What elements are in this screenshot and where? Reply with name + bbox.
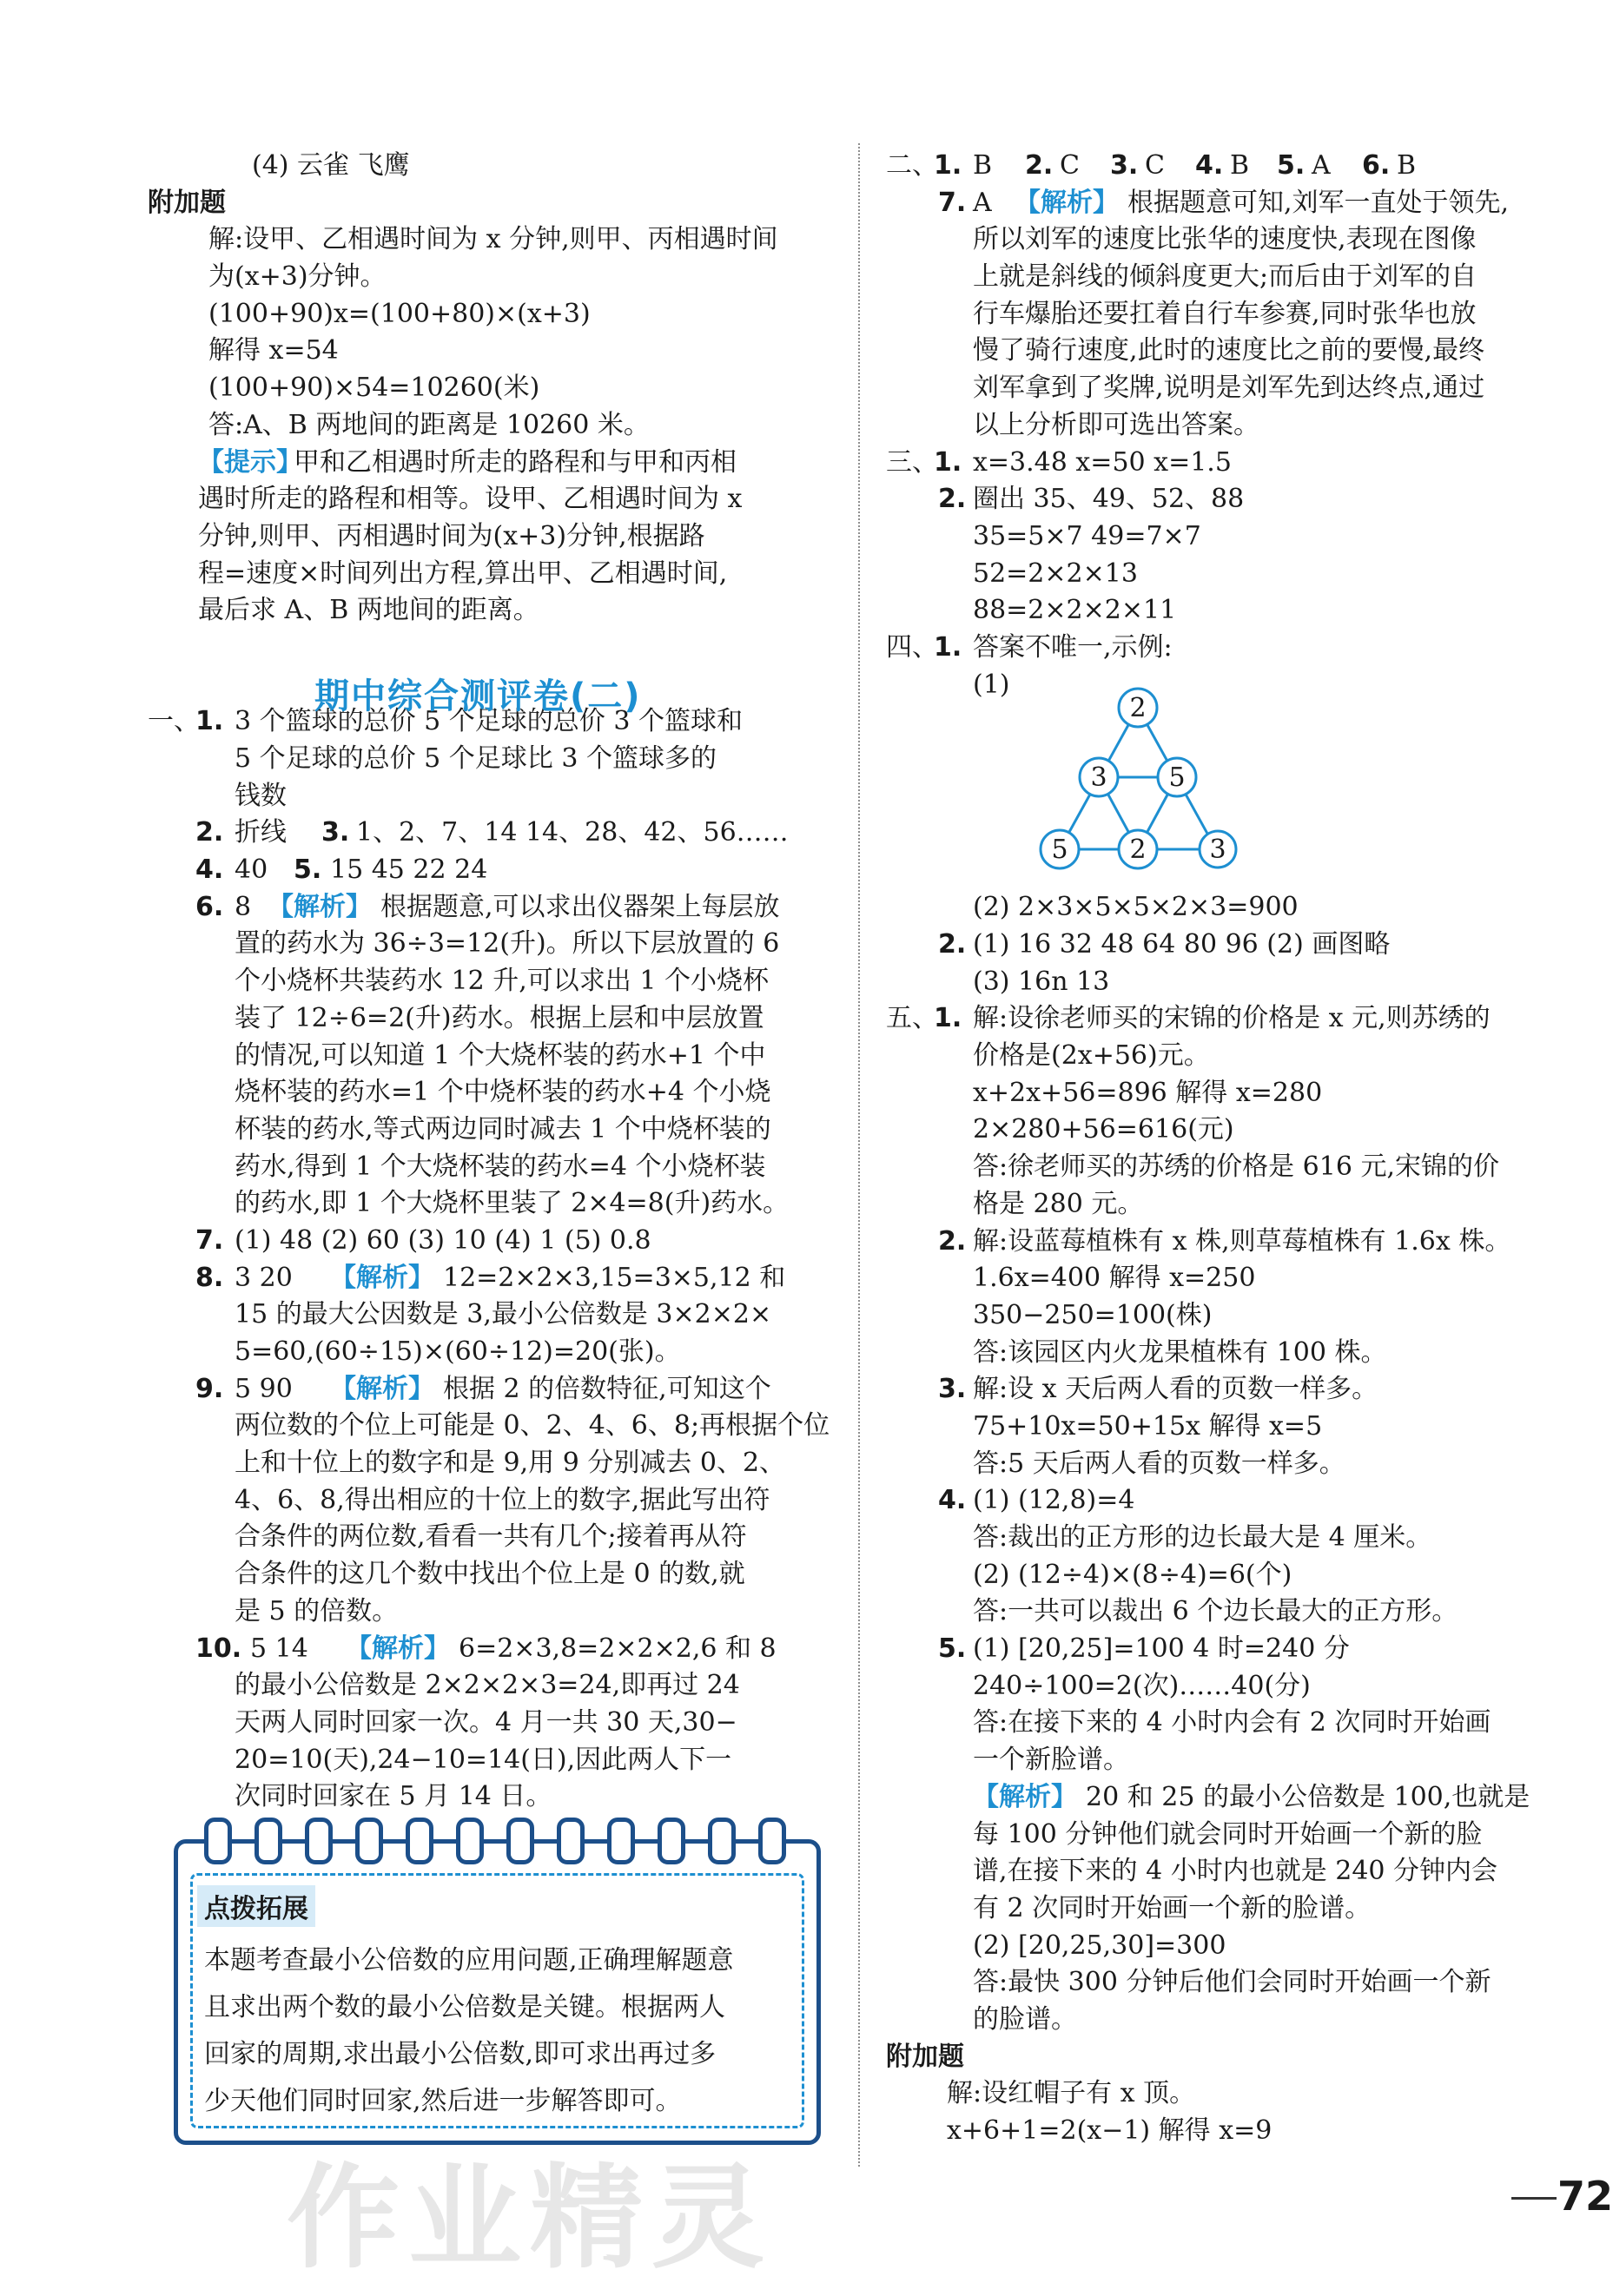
text-line [886, 1817, 1572, 1854]
notebook-ring [658, 1818, 685, 1864]
item-number: 7. [195, 1224, 224, 1256]
line-text: 8 [235, 891, 252, 922]
text-line [148, 1371, 834, 1409]
line-text: (2) (12÷4)×(8÷4)=6(个) [973, 1559, 1292, 1590]
item-number: 4. [195, 854, 224, 886]
line-text: 甲和乙相遇时所走的路程和与甲和丙相 [294, 446, 737, 478]
notebook-ring [607, 1818, 635, 1864]
page-number-rule [1511, 2197, 1557, 2200]
text-line [886, 370, 1572, 407]
text-line [886, 259, 1572, 296]
line-text: 五、 [886, 1003, 938, 1034]
text-line [886, 518, 1572, 556]
line-text: 上就是斜线的倾斜度更大;而后由于刘军的自 [973, 261, 1477, 293]
text-line [148, 221, 834, 259]
notebook-ring [305, 1818, 333, 1864]
line-text: 答:一共可以裁出 6 个边长最大的正方形。 [973, 1596, 1458, 1627]
item-number: 6. [1362, 150, 1391, 181]
line-text: 烧杯装的药水=1 个中烧杯装的药水+4 个小烧 [235, 1077, 771, 1108]
line-text: A [1312, 150, 1331, 181]
text-line [148, 148, 834, 185]
text-line [148, 1667, 834, 1705]
section-title: 期中综合测评卷(二) [314, 676, 642, 716]
notebook-ring [708, 1818, 736, 1864]
text-line [886, 1075, 1572, 1112]
text-line [886, 1149, 1572, 1186]
item-number: 1. [934, 446, 962, 478]
text-line [148, 333, 834, 370]
notebook-ring [204, 1818, 232, 1864]
item-number: 5. [1277, 150, 1306, 181]
line-text: 一个新脸谱。 [973, 1745, 1129, 1776]
line-text: 每 100 分钟他们就会同时开始画一个新的脸 [973, 1818, 1483, 1850]
line-text: (1) (12,8)=4 [973, 1485, 1135, 1516]
line-text: 所以刘军的速度比张华的速度快,表现在图像 [973, 224, 1477, 255]
line-text: 分钟,则甲、丙相遇时间为(x+3)分钟,根据路 [198, 520, 705, 551]
text-line [886, 1482, 1572, 1520]
text-line [886, 1890, 1572, 1928]
text-line [148, 1778, 834, 1816]
text-line [886, 1186, 1572, 1224]
line-text: 天两人同时回家一次。4 月一共 30 天,30− [235, 1706, 737, 1738]
tips-box [174, 1839, 821, 2145]
line-text: (3) 16n 13 [973, 966, 1110, 997]
line-text: (100+90)×54=10260(米) [208, 373, 540, 404]
line-text: 答:该园区内火龙果植株有 100 株。 [973, 1336, 1387, 1368]
item-number: 2. [938, 929, 967, 960]
item-number: 2. [938, 484, 967, 515]
right-column [886, 148, 1572, 2150]
tips-text [204, 1937, 734, 2125]
page-number: 72 [1557, 2173, 1613, 2220]
line-text: (2) [20,25,30]=300 [973, 1930, 1226, 1961]
line-text: 钱数 [235, 780, 287, 811]
line-text: 答:在接下来的 4 小时内会有 2 次同时开始画 [973, 1707, 1491, 1738]
text-line [886, 592, 1572, 630]
text-line [886, 2039, 1572, 2076]
text-line [886, 927, 1572, 964]
line-text: 答:最快 300 分钟后他们会同时开始画一个新 [973, 1967, 1491, 1998]
text-line [886, 667, 1572, 704]
line-text: 根据题意,可以求出仪器架上每层放 [380, 891, 780, 922]
text-line [148, 963, 834, 1000]
line-text: 2×280+56=616(元) [973, 1114, 1234, 1145]
line-text: (1) 48 (2) 60 (3) 10 (4) 1 (5) 0.8 [235, 1224, 651, 1256]
text-line [148, 296, 834, 333]
item-number: 2. [938, 1225, 967, 1257]
tips-line: 少天他们同时回家,然后进一步解答即可。 [204, 2086, 682, 2116]
line-text: 解得 x=54 [208, 335, 339, 366]
line-text: 75+10x=50+15x 解得 x=5 [973, 1410, 1323, 1442]
line-text: x=3.48 x=50 x=1.5 [973, 446, 1232, 478]
text-line [886, 2075, 1572, 2113]
annotation-tag: 【提示】 [198, 446, 302, 478]
line-text: 答案不唯一,示例: [973, 631, 1173, 663]
node-bot-mid-label: 2 [1129, 835, 1147, 865]
text-line [148, 852, 834, 889]
item-number: 1. [934, 1003, 962, 1034]
text-line [886, 333, 1572, 370]
node-mid-right-label: 5 [1168, 762, 1186, 793]
text-line [886, 1705, 1572, 1742]
line-text: 答:5 天后两人看的页数一样多。 [973, 1448, 1345, 1479]
line-text: 解:设甲、乙相遇时间为 x 分钟,则甲、丙相遇时间 [208, 224, 778, 255]
item-number: 附加题 [886, 2041, 964, 2072]
line-text: x+2x+56=896 解得 x=280 [973, 1077, 1323, 1108]
text-line [148, 741, 834, 778]
line-text: 350−250=100(株) [973, 1299, 1213, 1330]
text-line [886, 1557, 1572, 1594]
text-line [148, 1556, 834, 1593]
line-text: 行车爆胎还要扛着自行车参赛,同时张华也放 [973, 298, 1477, 329]
text-line [148, 592, 834, 630]
text-line [148, 259, 834, 296]
item-number: 8. [195, 1262, 224, 1293]
line-text: 40 [235, 854, 268, 886]
text-line [886, 2002, 1572, 2039]
text-line [886, 1779, 1572, 1817]
text-line [148, 1149, 834, 1186]
text-line [886, 2113, 1572, 2150]
annotation-tag: 【解析】 [268, 891, 372, 922]
line-text: 程=速度×时间列出方程,算出甲、乙相遇时间, [198, 558, 728, 589]
text-line [886, 1260, 1572, 1297]
text-line [886, 221, 1572, 259]
text-line [148, 1185, 834, 1223]
line-text: 价格是(2x+56)元。 [973, 1040, 1210, 1072]
text-line [148, 1408, 834, 1445]
text-line [148, 1000, 834, 1038]
item-number: 2. [195, 817, 224, 848]
line-text: 折线 [235, 817, 287, 848]
node-top-label: 2 [1129, 693, 1147, 723]
item-number: 3. [938, 1374, 967, 1405]
diagram-node-right [1197, 829, 1239, 871]
line-text: 4、6、8,得出相应的十位上的数字,据此写出符 [235, 1484, 770, 1515]
text-line [886, 1000, 1572, 1038]
right-block-b [886, 889, 1572, 2149]
line-text: 四、 [886, 631, 938, 663]
line-text: B [1397, 150, 1417, 181]
line-text: 以上分析即可选出答案。 [973, 409, 1259, 440]
node-bot-right-label: 3 [1209, 835, 1226, 865]
line-text: 置的药水为 36÷3=12(升)。所以下层放置的 6 [235, 928, 780, 960]
text-line [886, 964, 1572, 1001]
line-text: 合条件的这几个数中找出个位上是 0 的数,就 [235, 1559, 745, 1590]
text-line [148, 778, 834, 815]
text-line [148, 815, 834, 852]
line-text: 圈出 35、49、52、88 [973, 484, 1245, 515]
watermark: 作业精灵 [287, 2152, 774, 2284]
text-line [148, 1296, 834, 1334]
node-mid-left-label: 3 [1090, 762, 1107, 793]
line-text: 5 90 [235, 1373, 293, 1404]
annotation-tag: 【解析】 [346, 1633, 450, 1664]
line-text: A [973, 187, 992, 218]
line-text: 根据题意可知,刘军一直处于领先, [1127, 187, 1510, 218]
line-text: 药水,得到 1 个大烧杯装的药水=4 个小烧杯装 [235, 1151, 766, 1182]
text-line [148, 1482, 834, 1520]
text-line [886, 481, 1572, 518]
notebook-ring [406, 1818, 433, 1864]
text-line [886, 1742, 1572, 1779]
line-text: 上和十位上的数字和是 9,用 9 分别减去 0、2、 [235, 1448, 786, 1479]
line-text: 解:设蓝莓植株有 x 株,则草莓植株有 1.6x 株。 [973, 1225, 1511, 1257]
item-number: 5. [294, 854, 322, 886]
line-text: 答:徐老师买的苏绣的价格是 616 元,宋锦的价 [973, 1151, 1499, 1183]
line-text: 35=5×7 49=7×7 [973, 520, 1201, 551]
item-number: 3. [1110, 150, 1139, 181]
line-text: 20=10(天),24−10=14(日),因此两人下一 [235, 1744, 732, 1775]
tips-heading: 点拨拓展 [197, 1885, 315, 1927]
text-line [886, 556, 1572, 593]
line-text: C [1060, 150, 1080, 181]
text-line [148, 518, 834, 556]
text-line [886, 1335, 1572, 1372]
line-text: 是 5 的倍数。 [235, 1595, 399, 1626]
notebook-ring [557, 1818, 585, 1864]
line-text: 解:设红帽子有 x 顶。 [947, 2078, 1196, 2109]
line-text: B [973, 150, 993, 181]
line-text: 为(x+3)分钟。 [208, 261, 387, 293]
text-line [148, 1038, 834, 1075]
text-line [886, 1964, 1572, 2002]
line-text: 1.6x=400 解得 x=250 [973, 1263, 1256, 1294]
line-text: 谱,在接下来的 4 小时内也就是 240 分钟内会 [973, 1856, 1498, 1887]
line-text: (1) 16 32 48 64 80 96 (2) 画图略 [973, 929, 1391, 960]
line-text: 二、 [886, 150, 938, 181]
line-text: 的最小公倍数是 2×2×2×3=24,即再过 24 [235, 1670, 740, 1701]
annotation-tag: 【解析】 [973, 1781, 1077, 1812]
text-line [148, 1519, 834, 1556]
text-line [148, 445, 834, 482]
line-text: 的情况,可以知道 1 个大烧杯装的药水+1 个中 [235, 1039, 766, 1071]
line-text: 最后求 A、B 两地间的距离。 [198, 595, 539, 626]
text-line [148, 630, 834, 667]
line-text: 3 个篮球的总价 5 个足球的总价 3 个篮球和 [235, 706, 743, 737]
line-text: 一、 [148, 706, 200, 737]
text-line [886, 445, 1572, 482]
right-block-a [886, 148, 1572, 703]
line-text: B [1230, 150, 1250, 181]
line-text: 有 2 次同时开始画一个新的脸谱。 [973, 1892, 1372, 1923]
line-text: 根据 2 的倍数特征,可知这个 [443, 1373, 771, 1404]
line-text: 3 20 [235, 1262, 293, 1293]
text-line [886, 1928, 1572, 1965]
item-number: 9. [195, 1373, 224, 1404]
text-line [886, 1038, 1572, 1075]
item-number: 1. [934, 150, 962, 181]
line-text: 次同时回家在 5 月 14 日。 [235, 1781, 552, 1812]
line-text: (100+90)x=(100+80)×(x+3) [208, 298, 591, 329]
notebook-ring [355, 1818, 383, 1864]
text-line [886, 1409, 1572, 1446]
text-line [886, 1853, 1572, 1890]
text-line [148, 1112, 834, 1149]
line-text: 20 和 25 的最小公倍数是 100,也就是 [1086, 1781, 1530, 1812]
line-text: 15 45 22 24 [330, 854, 488, 886]
text-line [148, 556, 834, 593]
text-line [886, 1446, 1572, 1483]
line-text: 三、 [886, 446, 938, 478]
text-line [148, 926, 834, 963]
line-text: 两位数的个位上可能是 0、2、4、6、8;再根据个位 [235, 1410, 830, 1442]
text-line [886, 1631, 1572, 1668]
line-text: 6=2×3,8=2×2×2,6 和 8 [459, 1633, 777, 1664]
text-line [886, 1297, 1572, 1335]
tips-line: 且求出两个数的最小公倍数是关键。根据两人 [204, 1992, 725, 2022]
line-text: 遇时所走的路程和相等。设甲、乙相遇时间为 x [198, 484, 743, 515]
text-line [886, 630, 1572, 667]
notebook-ring [255, 1818, 282, 1864]
line-text: 慢了骑行速度,此时的速度比之前的要慢,最终 [973, 335, 1485, 366]
notebook-ring [456, 1818, 484, 1864]
text-line [148, 1631, 834, 1668]
line-text: 个小烧杯共装药水 12 升,可以求出 1 个小烧杯 [235, 966, 769, 997]
text-line [886, 407, 1572, 445]
annotation-tag: 【解析】 [1015, 187, 1119, 218]
line-text: 答:A、B 两地间的距离是 10260 米。 [208, 409, 650, 440]
text-line [148, 1074, 834, 1112]
text-line [148, 1223, 834, 1260]
line-text: 解:设徐老师买的宋锦的价格是 x 元,则苏绣的 [973, 1003, 1491, 1034]
line-text: 5 14 [250, 1633, 308, 1664]
line-text: 的药水,即 1 个大烧杯里装了 2×4=8(升)药水。 [235, 1188, 790, 1219]
line-text: 答:裁出的正方形的边长最大是 4 厘米。 [973, 1522, 1432, 1553]
text-line [886, 1668, 1572, 1706]
text-line [148, 889, 834, 927]
line-text: (1) [20,25]=100 4 时=240 分 [973, 1633, 1350, 1665]
line-text: 刘军拿到了奖牌,说明是刘军先到达终点,通过 [973, 373, 1485, 404]
text-line [148, 370, 834, 407]
item-number: 4. [1195, 150, 1224, 181]
text-line [148, 1260, 834, 1297]
text-line [886, 296, 1572, 333]
line-text: 15 的最大公因数是 3,最小公倍数是 3×2×2× [235, 1299, 772, 1330]
text-line [148, 1593, 834, 1631]
line-text: (1) [973, 669, 1010, 700]
text-line [148, 1705, 834, 1742]
item-number: 3. [321, 817, 350, 848]
text-line [886, 1593, 1572, 1631]
column-divider [858, 143, 860, 2167]
line-text: x+6+1=2(x−1) 解得 x=9 [947, 2115, 1273, 2146]
item-number: 附加题 [148, 187, 226, 218]
text-line [886, 1520, 1572, 1557]
item-number: 5. [938, 1633, 967, 1665]
left-column [148, 148, 834, 1816]
text-line [148, 407, 834, 445]
line-text: 1、2、7、14 14、28、42、56…… [356, 817, 789, 848]
line-text: 88=2×2×2×11 [973, 595, 1177, 626]
notebook-ring [758, 1818, 786, 1864]
item-number: 6. [195, 891, 224, 922]
annotation-tag: 【解析】 [330, 1262, 434, 1293]
tips-line: 回家的周期,求出最小公倍数,即可求出再过多 [204, 2039, 717, 2069]
notebook-ring [506, 1818, 534, 1864]
line-text: 合条件的两位数,看看一共有几个;接着再从符 [235, 1521, 747, 1553]
annotation-tag: 【解析】 [330, 1373, 434, 1404]
text-line [148, 481, 834, 518]
item-number: 1. [934, 631, 962, 663]
item-number: 4. [938, 1485, 967, 1516]
text-line [148, 1742, 834, 1779]
text-line [886, 1224, 1572, 1261]
text-line [148, 1445, 834, 1482]
line-text: C [1145, 150, 1165, 181]
text-line [148, 1334, 834, 1371]
item-number: 10. [195, 1633, 242, 1664]
text-line [886, 148, 1572, 185]
item-number: 2. [1025, 150, 1054, 181]
line-text: 52=2×2×13 [973, 558, 1138, 589]
text-line [886, 889, 1572, 927]
line-text: 格是 280 元。 [973, 1188, 1144, 1219]
text-line [886, 1112, 1572, 1149]
line-text: 的脸谱。 [973, 2003, 1077, 2035]
item-number: 1. [195, 706, 224, 737]
line-text: 装了 12÷6=2(升)药水。根据上层和中层放置 [235, 1002, 764, 1033]
text-line [886, 1371, 1572, 1409]
text-line [148, 185, 834, 222]
line-text: 5=60,(60÷15)×(60÷12)=20(张)。 [235, 1336, 681, 1367]
line-text: 240÷100=2(次)……40(分) [973, 1670, 1311, 1701]
tips-line: 本题考查最小公倍数的应用问题,正确理解题意 [204, 1945, 734, 1976]
line-text: (4) 云雀 飞鹰 [252, 150, 410, 181]
line-text: 12=2×2×3,15=3×5,12 和 [443, 1262, 786, 1293]
text-line [886, 185, 1572, 222]
line-text: (2) 2×3×5×5×2×3=900 [973, 892, 1299, 923]
line-text: 解:设 x 天后两人看的页数一样多。 [973, 1374, 1378, 1405]
line-text: 5 个足球的总价 5 个足球比 3 个篮球多的 [235, 743, 717, 774]
line-text: 杯装的药水,等式两边同时减去 1 个中烧杯装的 [235, 1113, 771, 1145]
node-bot-left-label: 5 [1051, 835, 1068, 865]
item-number: 7. [938, 187, 967, 218]
